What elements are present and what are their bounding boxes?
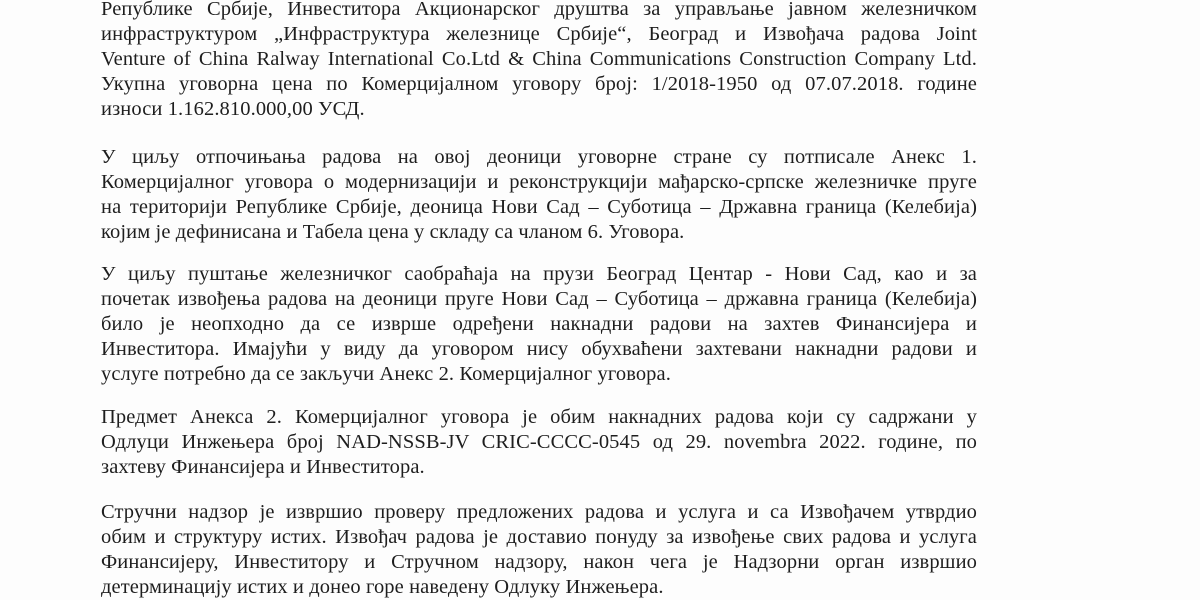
text-line: Инвеститора. Имајући у виду да уговором нису обухваћени захтевани накнадни радови и [101,338,977,360]
paragraph-additional-works [101,262,977,387]
paragraph-supervision [101,500,977,600]
text-line: којим је дефинисана и Табела цена у складу са чланом 6. Уговора. [101,221,685,243]
text-line: инфраструктуром „Инфраструктура железнице Србије“, Београд и Извођача радова Joint [101,23,977,45]
text-line: У циљу отпочињања радова на овој деоници уговорне стране су потписале Анекс 1. [101,146,977,168]
text-line: обим и структуру истих. Извођач радова је доставио понуду за извођење свих радова и услуга [101,526,977,548]
text-line: Предмет Анекса 2. Комерцијалног уговора је обим накнадних радова који су садржани у [101,406,977,428]
text-line: захтеву Финансијера и Инвеститора. [101,456,425,478]
text-line: Републике Србије, Инвеститора Акционарског друштва за управљање јавном железничком [101,0,977,20]
text-line: износи 1.162.810.000,00 УСД. [101,98,365,120]
paragraph-contract-parties [101,0,977,122]
text-line: Venture of China Ralway International Co.Ltd & China Communications Construction Company Ltd. [101,48,977,70]
paragraph-annex-2-subject [101,405,977,480]
text-line: на територији Републике Србије, деоница Нови Сад – Суботица – Државна граница (Келебија) [101,196,977,218]
text-line: Одлуци Инжењера број NAD-NSSB-JV CRIC-CCCC-0545 од 29. novembra 2022. године, по [101,431,977,453]
text-line: У циљу пуштање железничког саобраћаја на прузи Београд Центар - Нови Сад, као и за [101,263,977,285]
text-line: Комерцијалног уговора о модернизацији и реконструкцији мађарско-српске железничке пруге [101,171,977,193]
text-line: детерминацију истих и донео горе наведену Одлуку Инжењера. [101,576,664,598]
text-line: услуге потребно да се закључи Анекс 2. Комерцијалног уговора. [101,363,671,385]
text-line: било је неопходно да се изврше одређени накнадни радови на захтев Финансијера и [101,313,977,335]
text-line: Финансијеру, Инвеститору и Стручном надзору, након чега је Надзорни орган извршио [101,551,977,573]
text-line: Укупна уговорна цена по Комерцијалном уговору број: 1/2018-1950 од 07.07.2018. године [101,73,977,95]
paragraph-annex-1 [101,145,977,245]
text-line: почетак извођења радова на деоници пруге Нови Сад – Суботица – државна граница (Келебија) [101,288,977,310]
text-line: Стручни надзор је извршио проверу предложених радова и услуга и са Извођачем утврдио [101,501,977,523]
